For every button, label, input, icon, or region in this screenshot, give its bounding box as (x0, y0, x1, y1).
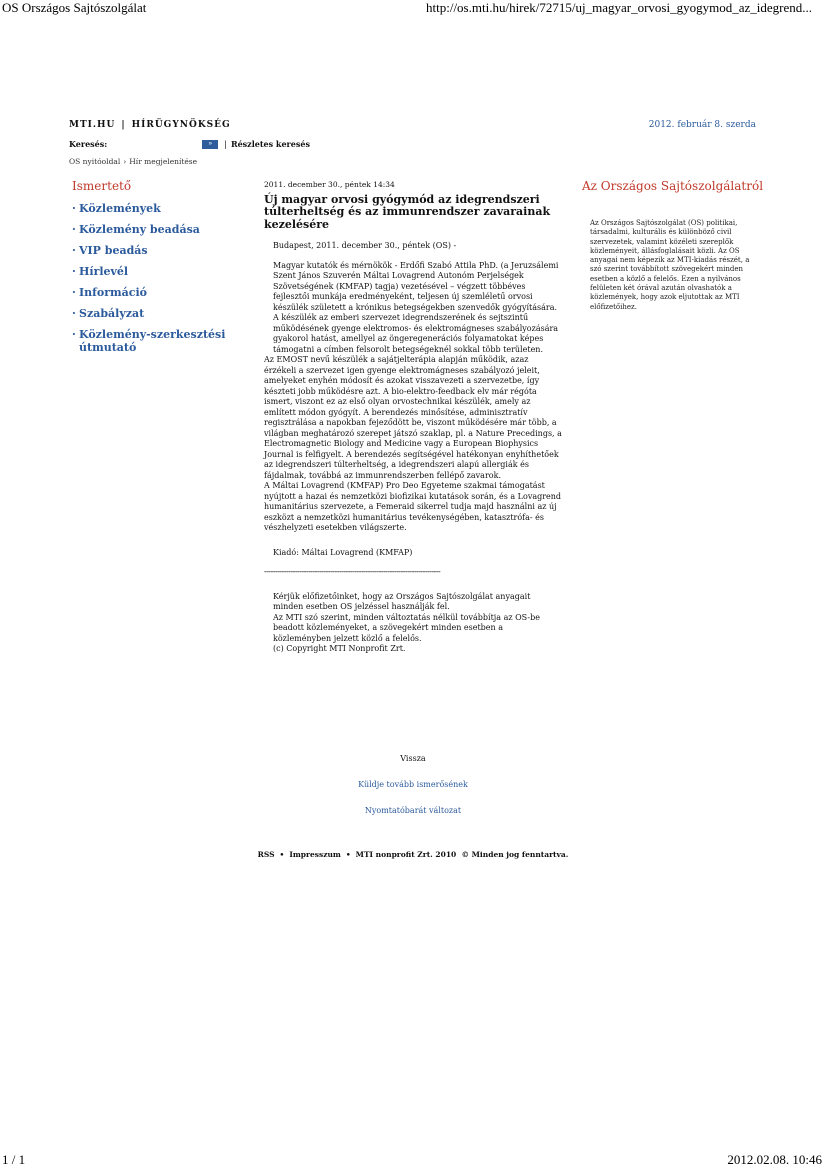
send-to-friend-link[interactable]: Küldje tovább ismerősének (358, 780, 468, 789)
bullet-icon: • (279, 850, 285, 859)
printer-friendly-link[interactable]: Nyomtatóbarát változat (364, 806, 462, 815)
footer-rights: © Minden jog fenntartva. (461, 850, 569, 859)
nav-item-hirlevel[interactable] (72, 265, 232, 278)
bullet-icon: · (72, 328, 76, 341)
article-date: 2011. december 30., péntek 14:34 (264, 180, 395, 189)
nav-item-label[interactable]: VIP beadás (79, 244, 148, 257)
article-publisher: Kiadó: Máltai Lovagrend (KMFAP) (273, 547, 413, 557)
bullet-icon: · (72, 202, 76, 215)
article-paragraph: A Máltai Lovagrend (KMFAP) Pro Deo Egyeteme szakmai támogatást nyújtott a hazai és nemzetközi biofizikai kutatások során, és a Lovagrend humanitárius szervezete, a Femeraid sikerrel tudja majd használni az új eszközt a nemzetközi humanitárius tevékenységében, katasztrófa- és vészhelyzeti esetekben világszerte. (264, 481, 562, 532)
advanced-search-link[interactable]: Részletes keresés (230, 139, 310, 149)
search-bar (69, 139, 310, 149)
nav-item-label[interactable]: Közlemények (79, 202, 161, 215)
impressum-link[interactable]: Impresszum (289, 850, 341, 859)
bullet-icon: · (72, 223, 76, 236)
print-header-title: OS Országos Sajtószolgálat (2, 0, 147, 15)
left-sidebar-nav (72, 202, 232, 362)
search-divider: | (224, 139, 227, 149)
print-datetime: 2012.02.08. 10:46 (727, 1152, 822, 1167)
search-label: Keresés: (69, 139, 108, 149)
article-title: Új magyar orvosi gyógymód az idegrendszeri túlterheltség és az immunrendszer zavarainak kezelésére (264, 192, 551, 231)
bullet-icon: • (345, 850, 351, 859)
article-paragraph: Az EMOST nevű készülék a sajátjelterápia alapján működik, azaz érzékeli a szervezet igen gyenge elektromágneses szabályozó jeleit, amelyeket enyhén módosít és azokat visszavezeti a szervezetbe, így készteti jobb működésre azt. A bio-elektro-feedback elv már régóta ismert, viszont ez az első olyan orvostechnikai készülék, amely az említett módon gyógyít. A berendezés minősítése, adminisztratív regisztrálása a napokban fejeződött be, viszont működésére már több, a világban meghatározó szerepet játszó szaklap, pl. a Nature Precedings, a Electromagnetic Biology and Medicine vagy a European Biophysics Journal is felfigyelt. A berendezés segítségével hatékonyan enyhíthetőek az idegrendszeri túlterheltség, a idegrendszeri alapú allergiák és fájdalmak, továbbá az immunrendszerben fellépő zavarok. (264, 355, 562, 480)
right-sidebar-title: Az Országos Sajtószolgálatról (582, 179, 764, 193)
brand-separator: | (121, 120, 126, 130)
breadcrumb-home[interactable]: OS nyitóoldal (69, 157, 121, 166)
site-brand[interactable] (69, 120, 231, 130)
breadcrumb (69, 157, 197, 166)
nav-item-label[interactable]: Információ (79, 286, 147, 299)
nav-item-label[interactable]: Hírlevél (79, 265, 129, 278)
print-header-url: http://os.mti.hu/hirek/72715/uj_magyar_orvosi_gyogymod_az_idegrend... (426, 0, 812, 15)
article (264, 180, 562, 655)
bullet-icon: · (72, 265, 76, 278)
header-date: 2012. február 8. szerda (648, 120, 756, 130)
footer-company: MTI nonprofit Zrt. 2010 (355, 850, 457, 859)
back-link[interactable]: Vissza (400, 754, 426, 763)
nav-item-label[interactable]: Szabályzat (79, 307, 145, 320)
nav-item-label[interactable]: Közlemény beadása (79, 223, 200, 236)
breadcrumb-arrow-icon: › (123, 157, 127, 166)
article-dateline: Budapest, 2011. december 30., péntek (OS) - (273, 241, 457, 250)
nav-item-label[interactable]: Közlemény-szerkesztési útmutató (79, 328, 226, 354)
nav-item-szerkesztesi-utmutato[interactable] (72, 328, 232, 354)
nav-item-szabalyzat[interactable] (72, 307, 232, 320)
nav-item-informacio[interactable] (72, 286, 232, 299)
bullet-icon: · (72, 244, 76, 257)
site-section[interactable]: HÍRÜGYNÖKSÉG (131, 120, 231, 130)
nav-item-kozlemenyek[interactable] (72, 202, 232, 215)
nav-item-vip-beadas[interactable] (72, 244, 232, 257)
left-sidebar-title: Ismertető (72, 179, 132, 193)
mti-notice: Az MTI szó szerint, minden változtatás nélkül továbbítja az OS-be beadott közleményeket, a szövegekért minden esetben a közleményben jelzett közlő a felelős. (273, 612, 540, 643)
nav-item-kozlemeny-beadasa[interactable] (72, 223, 232, 236)
rss-link[interactable]: RSS (257, 850, 275, 859)
bullet-icon: · (72, 286, 76, 299)
site-name[interactable]: MTI.HU (69, 120, 116, 130)
right-sidebar-body: Az Országos Sajtószolgálat (OS) politikai, társadalmi, kulturális és különböző civil szervezetek, valamint közéleti szereplők közleményeit, állásfoglalásait közli. Az OS anyagai nem képezik az MTI-kiadás részét, a szó szerint továbbított szövegekért minden esetben a közlő a felelős. Ezen a nyilvános felületen két órával azután olvashatók a közlemények, hogy azok eljutottak az MTI előfizetőihez. (590, 219, 750, 311)
breadcrumb-current: Hír megjelenítése (129, 157, 198, 166)
copyright-notice: (c) Copyright MTI Nonprofit Zrt. (273, 644, 406, 653)
bullet-icon: · (72, 307, 76, 320)
search-input[interactable] (110, 140, 202, 149)
article-paragraph: Magyar kutatók és mérnökök - Erdőfi Szabó Attila PhD. (a Jeruzsálemi Szent János Szuverén Máltai Lovagrend Autonóm Perjelségek Szövetségének (KMFAP) tagja) vezetésével – végzett többéves fejlesztői munkája eredményeként, teljesen új szemléletű orvosi készülék született a krónikus betegségekben szenvedők gyógyítására. A készülék az emberi szervezet idegrendszerének és sejtszintű működésének gyenge elektromos- és elektromágneses szabályozására gyakorol hatást, amellyel az öngeregenerációs folyamatokat képes támogatni a címben felsorolt betegségeknél sokkal több területen. (273, 260, 559, 354)
article-divider: -------------------------------------------------------------------------------- (264, 567, 441, 576)
search-button[interactable]: » (202, 140, 218, 149)
page-footer (0, 850, 826, 859)
subscriber-notice: Kérjük előfizetőinket, hogy az Országos Sajtószolgálat anyagait minden esetben OS jelzéssel használják fel. (273, 591, 531, 611)
print-page-count: 1 / 1 (2, 1152, 26, 1167)
